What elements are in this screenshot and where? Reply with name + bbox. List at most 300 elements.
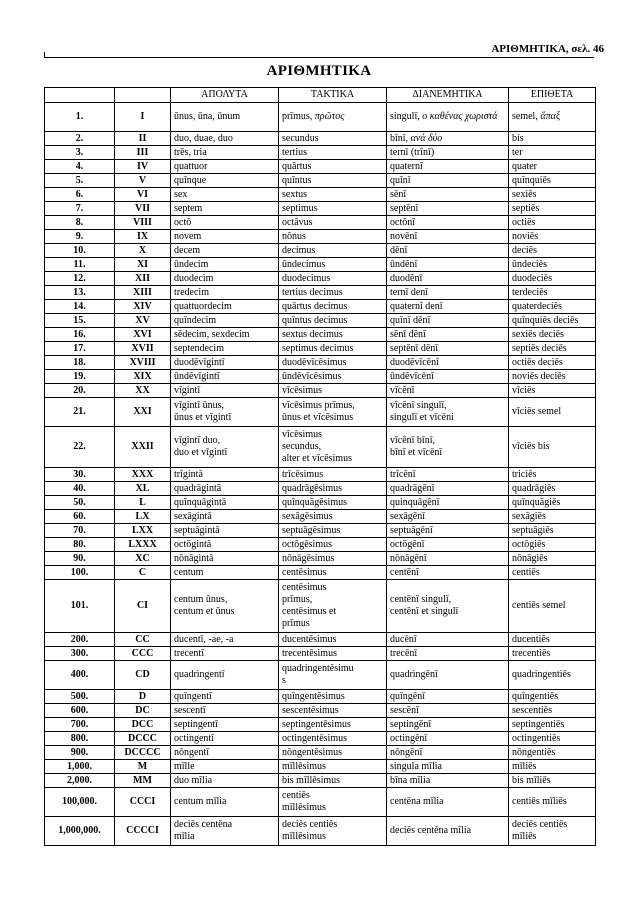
cell-ordinal [279,760,387,774]
cell-line: terdeciēs [512,286,548,298]
table-row [45,524,596,538]
cell-cardinal [171,524,279,538]
cell-line: ūndēvīcēsimus [282,370,342,382]
cell-line: sextus [282,188,307,200]
cell-distributive [387,427,509,468]
cell-ordinal [279,202,387,216]
cell-line: quārtus decimus [282,300,348,312]
table-row [45,746,596,760]
cell-roman: DC [115,704,171,718]
cell-roman: CD [115,661,171,690]
table-row [45,482,596,496]
table-row [45,202,596,216]
cell-roman: XXII [115,427,171,468]
cell-line: sēnī [390,188,407,200]
cell-line: quīnquāgēsimus [282,496,347,508]
cell-line: mīllēsimus [282,802,326,813]
cell-line: octiēs [512,216,536,228]
cell-cardinal [171,510,279,524]
greek-gloss: ο καθένας χωριστά [422,111,498,122]
cell-roman: XXX [115,468,171,482]
cell-line: quadrāgintā [174,482,222,494]
cell-distributive [387,510,509,524]
table-row [45,370,596,384]
cell-line: tertius decimus [282,286,343,298]
cell-arabic: 13. [45,286,115,300]
cell-ordinal [279,552,387,566]
cell-roman: II [115,132,171,146]
cell-roman: VI [115,188,171,202]
cell-line: nōngentiēs [512,746,556,758]
cell-adverb [509,704,596,718]
cell-ordinal [279,216,387,230]
cell-cardinal [171,356,279,370]
cell-line: septingentī [174,718,218,730]
cell-line: ūnus et vīgintī [174,412,232,423]
cell-roman: M [115,760,171,774]
cell-line: quīngentēsimus [282,690,345,702]
cell-cardinal [171,552,279,566]
cell-distributive [387,524,509,538]
cell-line: vīgintī [174,384,201,396]
cell-adverb [509,690,596,704]
cell-line: septuāgiēs [512,524,554,536]
cell-arabic: 10. [45,244,115,258]
cell-line: octingēnī [390,732,428,744]
cell-line: centum mīlia [174,796,227,807]
cell-roman: XC [115,552,171,566]
cell-cardinal [171,427,279,468]
cell-distributive [387,286,509,300]
cell-line: septimus [282,202,318,214]
cell-roman: LXXX [115,538,171,552]
cell-arabic: 8. [45,216,115,230]
cell-cardinal [171,160,279,174]
cell-line: octōgēsimus [282,538,332,550]
cell-adverb [509,580,596,633]
cell-line: vīgintī ūnus, [174,400,225,411]
cell-arabic: 700. [45,718,115,732]
cell-line: duodēvīcēnī [390,356,439,368]
cell-cardinal [171,704,279,718]
table-row [45,552,596,566]
cell-arabic: 3. [45,146,115,160]
cell-roman: XVIII [115,356,171,370]
cell-adverb [509,286,596,300]
cell-line: quīngēnī [390,690,425,702]
cell-line: ūndēvīgintī [174,370,220,382]
cell-ordinal [279,788,387,817]
cell-line: quadringentiēs [512,669,571,680]
cell-cardinal [171,538,279,552]
cell-adverb [509,566,596,580]
cell-line: nōnāgiēs [512,552,548,564]
table-row [45,132,596,146]
cell-distributive [387,468,509,482]
cell-line: septendecim [174,342,224,354]
cell-adverb [509,718,596,732]
cell-line: duo mīlia [174,774,213,786]
cell-distributive [387,384,509,398]
cell-line: decimus [282,244,316,256]
table-body [45,103,596,846]
table-row [45,566,596,580]
cell-cardinal [171,566,279,580]
cell-arabic: 60. [45,510,115,524]
cell-line: nōnus [282,230,306,242]
cell-roman: C [115,566,171,580]
cell-line: vīcēnī singulī, [390,400,447,411]
table-row [45,188,596,202]
cell-arabic: 400. [45,661,115,690]
col-header-distributive: ΔΙΑΝΕΜΗΤΙΚΑ [387,88,509,103]
cell-adverb [509,788,596,817]
cell-line: deciēs [512,244,537,256]
cell-adverb [509,510,596,524]
cell-line: octāvus [282,216,313,228]
cell-arabic: 90. [45,552,115,566]
cell-distributive [387,328,509,342]
cell-adverb [509,230,596,244]
cell-line: sexāgēsimus [282,510,333,522]
cell-distributive [387,314,509,328]
cell-ordinal [279,398,387,427]
cell-roman: CC [115,633,171,647]
cell-cardinal [171,817,279,846]
table-row [45,468,596,482]
cell-line: quadrāgēnī [390,482,435,494]
cell-roman: XIII [115,286,171,300]
cell-line: centiēs mīliēs [512,796,567,807]
table-row [45,704,596,718]
cell-line: quīnquiēs [512,174,551,186]
table-row [45,286,596,300]
cell-ordinal [279,384,387,398]
cell-line: trecentēsimus [282,647,337,659]
cell-line: octōgēnī [390,538,425,550]
cell-arabic: 200. [45,633,115,647]
cell-roman: CCC [115,647,171,661]
cell-line: octōgiēs [512,538,546,550]
cell-line: octō [174,216,192,228]
cell-line: ūnus et vīcēsimus [282,412,354,423]
cell-line: novem [174,230,202,242]
cell-cardinal [171,384,279,398]
cell-line: vīcēnī bīnī, [390,435,435,446]
cell-line: centēnī [390,566,419,578]
cell-adverb [509,774,596,788]
cell-arabic: 22. [45,427,115,468]
cell-distributive [387,146,509,160]
cell-adverb [509,356,596,370]
cell-distributive [387,774,509,788]
table-row [45,690,596,704]
cell-line: quadrāgiēs [512,482,556,494]
cell-roman: I [115,103,171,132]
cell-line: secundus [282,132,319,144]
cell-roman: XVI [115,328,171,342]
table-row [45,661,596,690]
cell-roman: III [115,146,171,160]
cell-roman: XL [115,482,171,496]
table-row [45,356,596,370]
cell-line: ūndecim [174,258,209,270]
table-row [45,427,596,468]
cell-arabic: 9. [45,230,115,244]
cell-cardinal [171,647,279,661]
cell-arabic: 17. [45,342,115,356]
cell-line: duodeciēs [512,272,552,284]
cell-adverb [509,633,596,647]
cell-adverb [509,647,596,661]
cell-line: quattuordecim [174,300,232,312]
cell-line: sexiēs deciēs [512,328,564,340]
cell-line: septem [174,202,203,214]
cell-distributive [387,370,509,384]
table-row [45,244,596,258]
cell-arabic: 4. [45,160,115,174]
cell-adverb [509,524,596,538]
cell-adverb [509,244,596,258]
cell-line: quīnquāgintā [174,496,227,508]
cell-roman: IX [115,230,171,244]
cell-ordinal [279,732,387,746]
cell-distributive [387,188,509,202]
cell-ordinal [279,524,387,538]
cell-ordinal [279,370,387,384]
cell-roman: XIX [115,370,171,384]
cell-cardinal [171,732,279,746]
cell-roman: LX [115,510,171,524]
cell-line: centiēs [512,566,540,578]
cell-line: octiēs deciēs [512,356,563,368]
cell-line: ūndēvīcēnī [390,370,434,382]
cell-ordinal [279,272,387,286]
cell-line: mīlia [174,831,195,842]
cell-adverb [509,552,596,566]
table-row [45,496,596,510]
cell-ordinal [279,496,387,510]
cell-line: ternī (trīnī) [390,146,435,158]
cell-line: centēnī singulī, [390,594,452,605]
cell-cardinal [171,398,279,427]
cell-distributive [387,633,509,647]
cell-arabic: 15. [45,314,115,328]
cell-cardinal [171,496,279,510]
cell-line: septuāgēsimus [282,524,341,536]
cell-line: mīlle [174,760,195,772]
cell-cardinal [171,103,279,132]
table-row [45,272,596,286]
cell-cardinal [171,788,279,817]
table-row [45,328,596,342]
cell-line: quaternī [390,160,423,172]
cell-line: decem [174,244,201,256]
cell-ordinal [279,103,387,132]
cell-ordinal [279,230,387,244]
table-row [45,174,596,188]
cell-line: vīciēs bis [512,441,550,452]
table-row [45,230,596,244]
cell-arabic: 30. [45,468,115,482]
cell-ordinal [279,718,387,732]
cell-line: octōnī [390,216,415,228]
cell-roman: CCCI [115,788,171,817]
cell-line: sexiēs [512,188,537,200]
cell-ordinal [279,356,387,370]
cell-adverb [509,202,596,216]
cell-line: prīmus, [282,594,313,605]
cell-arabic: 16. [45,328,115,342]
cell-distributive [387,230,509,244]
cell-line: ūndēnī [390,258,418,270]
table-row [45,732,596,746]
cell-line: vīcēnī [390,384,415,396]
cell-line: sescentī [174,704,206,716]
cell-roman: XVII [115,342,171,356]
cell-line: quīndecim [174,314,217,326]
cell-line: ūndeciēs [512,258,547,270]
cell-distributive [387,552,509,566]
cell-arabic: 100,000. [45,788,115,817]
greek-gloss: ανά δύο [410,132,443,144]
table-row [45,510,596,524]
table-row [45,633,596,647]
cell-arabic: 80. [45,538,115,552]
cell-arabic: 500. [45,690,115,704]
cell-adverb [509,496,596,510]
cell-distributive [387,647,509,661]
cell-distributive [387,538,509,552]
cell-arabic: 300. [45,647,115,661]
cell-line: septingentēsimus [282,718,351,730]
table-row [45,300,596,314]
cell-roman: CI [115,580,171,633]
cell-ordinal [279,328,387,342]
cell-roman: XX [115,384,171,398]
table-row [45,774,596,788]
cell-line: trīcēsimus [282,468,324,480]
cell-line: trīcēnī [390,468,416,480]
col-header-adverb: ΕΠΙΘΕΤΑ [509,88,596,103]
cell-line: ternī denī [390,286,429,298]
cell-line: mīllēsimus [282,831,326,842]
cell-adverb [509,482,596,496]
cell-line: nōngentī [174,746,209,758]
cell-line: sexāgēnī [390,510,425,522]
header-rule [44,57,594,58]
cell-distributive [387,817,509,846]
cell-line: ducēnī [390,633,417,645]
cell-distributive [387,160,509,174]
cell-adverb [509,216,596,230]
cell-distributive [387,216,509,230]
cell-adverb [509,370,596,384]
cell-line: trēs, tria [174,146,207,158]
cell-line: nōnāgēnī [390,552,427,564]
cell-line: sexāgintā [174,510,212,522]
cell-arabic: 2. [45,132,115,146]
cell-arabic: 14. [45,300,115,314]
table-header-row [45,88,596,103]
cell-line: deciēs centiēs [282,819,338,830]
cell-line: nōnāgintā [174,552,214,564]
cell-arabic: 11. [45,258,115,272]
cell-roman: MM [115,774,171,788]
cell-line: ūnus, ūna, ūnum [174,111,241,122]
cell-ordinal [279,817,387,846]
cell-cardinal [171,216,279,230]
cell-cardinal [171,132,279,146]
col-header-number [45,88,115,103]
cell-ordinal [279,146,387,160]
cell-roman: DCC [115,718,171,732]
cell-line: quīntus [282,174,312,186]
cell-distributive [387,566,509,580]
cell-distributive [387,132,509,146]
cell-cardinal [171,300,279,314]
cell-line: centēnī et singulī [390,606,459,617]
cell-line: ducentiēs [512,633,550,645]
cell-roman: LXX [115,524,171,538]
cell-line: quattuor [174,160,208,172]
cell-arabic: 12. [45,272,115,286]
cell-line: duodēvīgintī [174,356,225,368]
cell-roman: D [115,690,171,704]
cell-line: s [282,675,286,686]
cell-ordinal [279,510,387,524]
cell-ordinal [279,342,387,356]
latin-text: prīmus, [282,111,315,122]
cell-distributive [387,760,509,774]
page-title: ΑΡΙΘΜΗΤΙΚΑ [266,63,372,79]
cell-roman: V [115,174,171,188]
cell-line: sēdecim, sexdecim [174,328,250,340]
cell-adverb [509,661,596,690]
cell-line: octōgintā [174,538,212,550]
cell-roman: VIII [115,216,171,230]
cell-adverb [509,300,596,314]
cell-cardinal [171,690,279,704]
cell-ordinal [279,774,387,788]
cell-distributive [387,300,509,314]
cell-line: vīciēs semel [512,406,562,417]
cell-line: quadringentēsimu [282,663,354,674]
table-row [45,817,596,846]
cell-ordinal [279,746,387,760]
cell-distributive [387,496,509,510]
cell-distributive [387,103,509,132]
col-header-roman [115,88,171,103]
cell-line: novēnī [390,230,418,242]
latin-text: singulī, [390,111,423,122]
cell-ordinal [279,188,387,202]
cell-line: duodēvīcēsimus [282,356,347,368]
cell-adverb [509,538,596,552]
cell-line: centēsimus [282,566,327,578]
cell-adverb [509,342,596,356]
cell-line: centum et ūnus [174,606,235,617]
cell-arabic: 21. [45,398,115,427]
cell-adverb [509,314,596,328]
cell-line: vīcēsimus [282,429,322,440]
cell-cardinal [171,718,279,732]
cell-line: septuāgintā [174,524,220,536]
cell-line: dēnī [390,244,408,256]
cell-ordinal [279,690,387,704]
cell-line: quīnī [390,174,411,186]
cell-adverb [509,468,596,482]
